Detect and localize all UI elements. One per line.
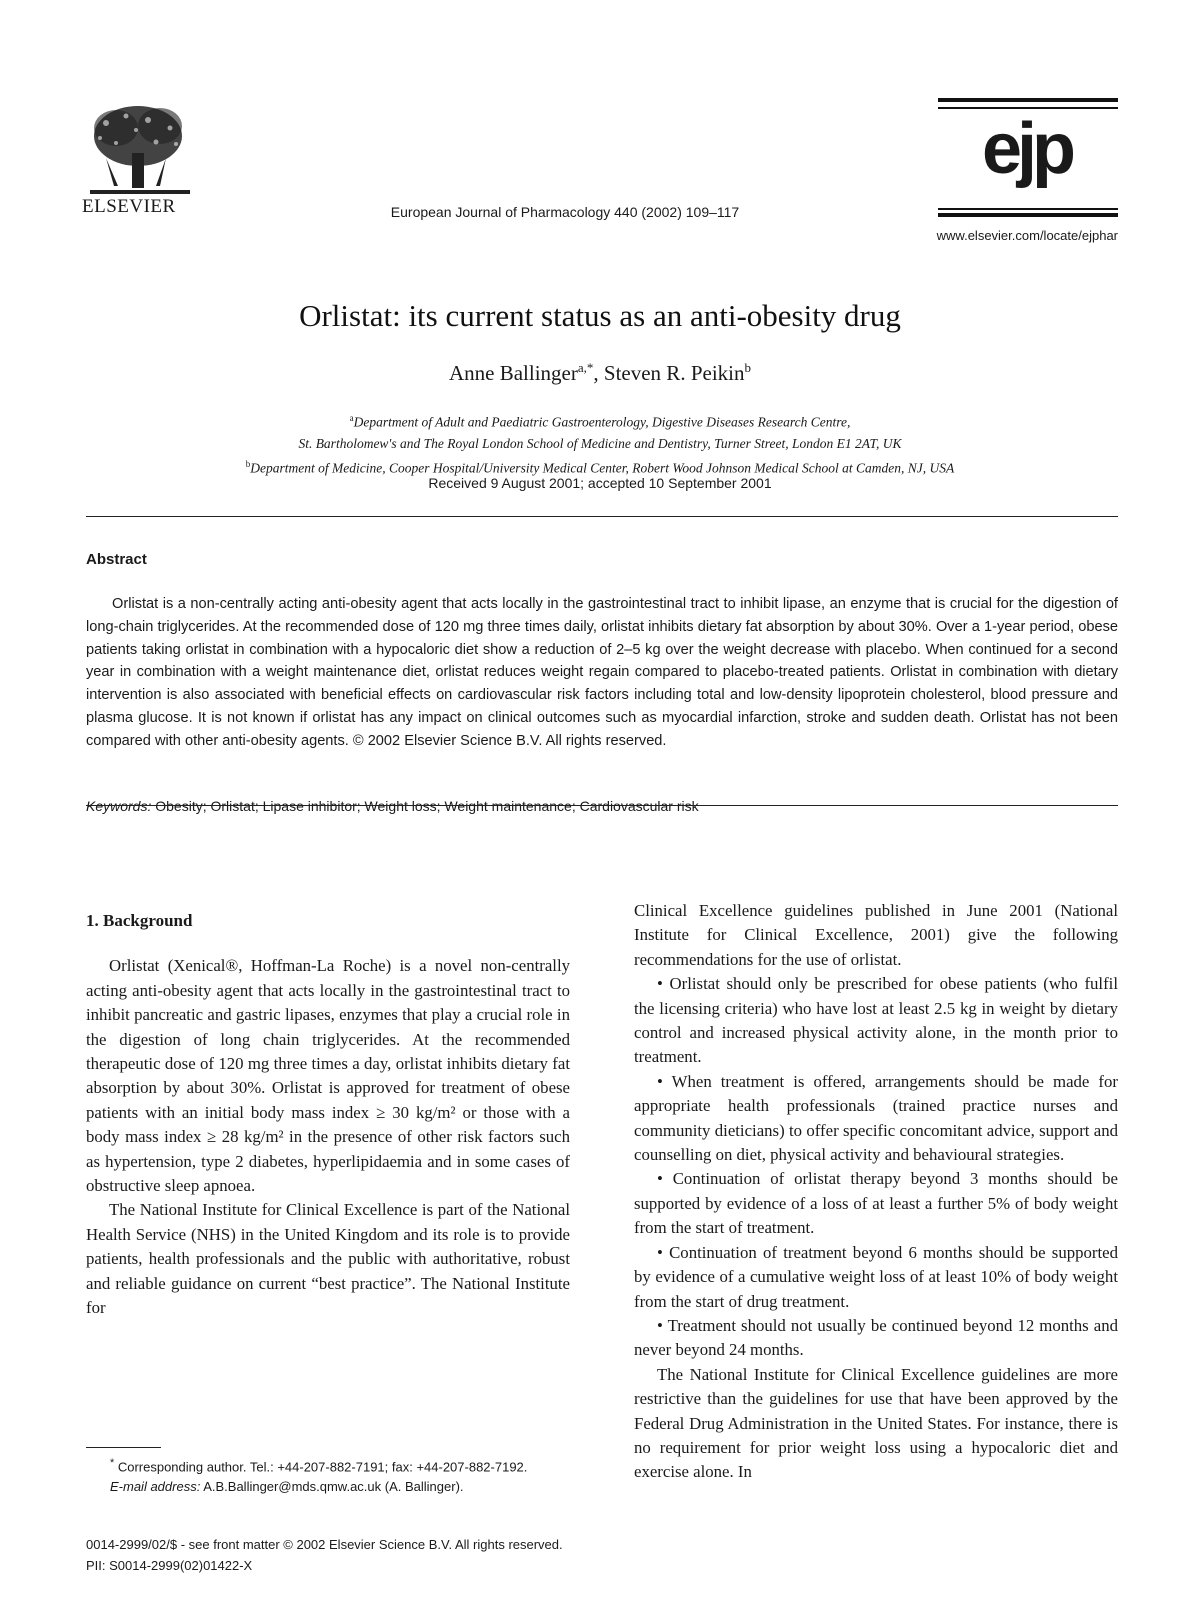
keywords xyxy=(86,798,1118,814)
left-column xyxy=(86,909,570,1321)
abstract-heading: Abstract xyxy=(86,551,147,568)
publication-info xyxy=(86,1534,563,1576)
divider xyxy=(86,805,1118,806)
author-marks: a,* xyxy=(577,360,594,375)
article-title: Orlistat: its current status as an anti-obesity drug xyxy=(299,298,901,333)
paragraph: Clinical Excellence guidelines published in June 2001 (National Institute for Clinical Excellence, 2001) give the following recommendations for the use of orlistat. xyxy=(634,901,1118,969)
issn-line: 0014-2999/02/$ - see front matter © 2002 Elsevier Science B.V. All rights reserved. xyxy=(86,1537,563,1552)
email-link[interactable]: A.B.Ballinger@mds.qmw.ac.uk (A. Ballinger). xyxy=(203,1479,464,1495)
paragraph: The National Institute for Clinical Excellence guidelines are more restrictive than the guidelines for use that have been approved by the Federal Drug Administration in the United States. For instance, there is no requirement for prior weight loss using a hypocaloric diet and exercise alone. In xyxy=(634,1364,1118,1482)
footnote-mark: * xyxy=(110,1457,115,1469)
bullet-item: • Treatment should not usually be continued beyond 12 months and never beyond 24 months. xyxy=(634,1315,1118,1360)
journal-logo-text: ejp xyxy=(982,109,1072,189)
keywords-label: Keywords: xyxy=(86,798,152,814)
affiliation-line: $^a$Department of Adult and Paediatric Gastroenterology, Digestive Diseases Research Centre, xyxy=(349,413,851,430)
paragraph: The National Institute for Clinical Excellence is part of the National Health Service (NHS) in the United Kingdom and its role is to provide patients, health professionals and the public with authoritative, robust and reliable guidance on current “best practice”. The National Institute for xyxy=(86,1200,570,1318)
bullet-item: • When treatment is offered, arrangements should be made for appropriate health professionals (trained practice nurses and community dieticians) to offer specific concomitant advice, support and counselling on diet, physical activity and behavioural strategies. xyxy=(634,1071,1118,1165)
right-column xyxy=(634,899,1118,1485)
section-heading: 1. Background xyxy=(86,911,193,930)
author-name[interactable]: Anne Ballinger xyxy=(448,361,578,385)
affiliations xyxy=(0,408,1200,478)
paragraph: Orlistat (Xenical®, Hoffman-La Roche) is a novel non-centrally acting anti-obesity agent that acts locally in the gastrointestinal tract to inhibit pancreatic and gastric lipases, enzymes that play a crucial role in the digestion of long chain triglycerides. At the recommended therapeutic dose of 120 mg three times a day, orlistat inhibits dietary fat absorption by about 30%. Orlistat is approved for treatment of obese patients with an initial body mass index ≥ 30 kg/m² or those with a body mass index ≥ 28 kg/m² in the presence of other risk factors such as hypertension, type 2 diabetes, hyperlipidaemia and in some cases of obstructive sleep apnoea. xyxy=(86,956,570,1196)
received-dates: Received 9 August 2001; accepted 10 September 2001 xyxy=(428,475,772,491)
affiliation-line: $^b$Department of Medicine, Cooper Hospital/University Medical Center, Robert Wood Johnson Medical School at Camden, NJ, USA xyxy=(245,458,955,475)
abstract-text: Orlistat is a non-centrally acting anti-obesity agent that acts locally in the gastrointestinal tract to inhibit lipase, an enzyme that is crucial for the digestion of long-chain triglycerides. At the recommended dose of 120 mg three times daily, orlistat inhibits dietary fat absorption by about 30%. Over a 1-year period, obese patients taking orlistat in combination with a hypocaloric diet show a reduction of 2–5 kg over the weight decrease with placebo. When continued for a second year in combination with a weight maintenance diet, orlistat reduces weight regain compared to placebo-treated patients. Orlistat in combination with dietary intervention is also associated with beneficial effects on cardiovascular risk factors including total and low-density lipoprotein cholesterol, blood pressure and plasma glucose. It is not known if orlistat has any impact on clinical outcomes such as myocardial infarction, stroke and sudden death. Orlistat has not been compared with other anti-obesity agents. © 2002 Elsevier Science B.V. All rights reserved. xyxy=(86,596,1118,749)
author-list xyxy=(0,360,1200,386)
corresponding-author: Corresponding author. Tel.: +44-207-882-7191; fax: +44-207-882-7192. xyxy=(117,1459,528,1475)
author-name[interactable]: Steven R. Peikin xyxy=(603,361,745,385)
divider xyxy=(86,516,1118,517)
pii-line: PII: S0014-2999(02)01422-X xyxy=(86,1558,253,1573)
footnote xyxy=(86,1453,572,1497)
keywords-list: Obesity; Orlistat; Lipase inhibitor; Weight loss; Weight maintenance; Cardiovascular risk xyxy=(155,798,699,814)
bullet-item: • Continuation of treatment beyond 6 months should be supported by evidence of a cumulative weight loss of at least 10% of body weight from the start of drug treatment. xyxy=(634,1242,1118,1311)
author-separator: , xyxy=(593,361,604,385)
affiliation-line: St. Bartholomew's and The Royal London School of Medicine and Dentistry, Turner Street, London E1 2AT, UK xyxy=(298,435,902,451)
email-label: E-mail address: xyxy=(110,1479,201,1495)
publisher-name: ELSEVIER xyxy=(82,196,176,217)
journal-logo xyxy=(938,98,1118,226)
elsevier-logo xyxy=(82,98,194,217)
journal-url-link[interactable]: www.elsevier.com/locate/ejphar xyxy=(936,228,1118,243)
journal-citation: European Journal of Pharmacology 440 (2002) 109–117 xyxy=(390,204,740,220)
footnote-divider xyxy=(86,1447,161,1448)
bullet-item: • Continuation of orlistat therapy beyond 3 months should be supported by evidence of a loss of at least a further 5% of body weight from the start of treatment. xyxy=(634,1169,1118,1238)
author-marks: b xyxy=(744,360,751,375)
bullet-item: • Orlistat should only be prescribed for obese patients (who fulfil the licensing criteria) who have lost at least 2.5 kg in weight by dietary control and increased physical activity alone, in the month prior to treatment. xyxy=(634,974,1118,1067)
